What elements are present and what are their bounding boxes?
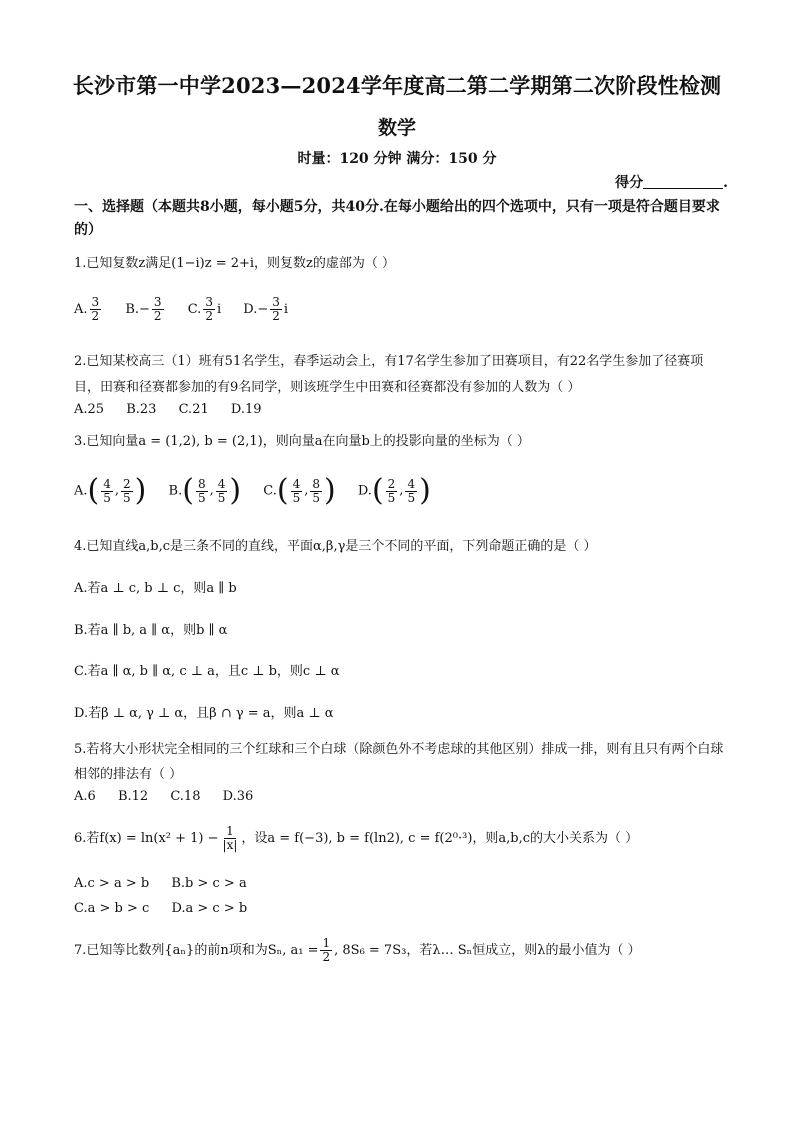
question-1: 1.已知复数z满足(1−i)z = 2+i，则复数z的虚部为（ ）: [74, 256, 396, 271]
option-label: B.: [168, 483, 183, 499]
question-7-fraction: [320, 937, 332, 964]
question-2: 2.已知某校高三（1）班有51名学生，春季运动会上，有17名学生参加了田赛项目，有22名学生参加了径赛项目，田赛和径赛都参加的有9名同学，则该班学生中田赛和径赛都没有参加的人数为（ ）: [74, 354, 704, 395]
option-suffix: i: [216, 302, 222, 317]
fraction-denominator: 2: [91, 309, 100, 323]
question-7-prefix: 7.已知等比数列{aₙ}的前n项和为Sₙ, a₁ =: [74, 943, 319, 958]
question-6-suffix: ，设a = f(−3), b = f(ln2), c = f(2⁰·³)，则a,b,c的大小关系为（ ）: [241, 831, 639, 846]
q5-option-d[interactable]: D.36: [222, 789, 254, 804]
q6-option-d[interactable]: D.a > c > b: [171, 901, 248, 916]
fraction-numerator: 4: [217, 476, 226, 491]
question-5: 5.若将大小形状完全相同的三个红球和三个白球（除颜色外不考虑球的其他区别）排成一排，则有且只有两个白球相邻的排法有（ ）: [74, 742, 724, 782]
fraction-denominator: 5: [123, 490, 131, 505]
score-label: 得分: [615, 175, 644, 191]
score-line: [615, 172, 728, 192]
fraction-numerator: 3: [91, 295, 100, 309]
fraction-denominator: 2: [272, 309, 280, 323]
q3-option-c[interactable]: [263, 473, 336, 508]
question-1-options: [74, 296, 724, 323]
coordinate-vector: ( $\frac{8}{5}$ , $\frac{4}{5}$ ): [182, 473, 242, 508]
fraction-denominator: 2: [205, 309, 213, 323]
coordinate-vector: ( $\frac{2}{5}$ , $\frac{4}{5}$ ): [371, 473, 431, 508]
fraction-numerator: 3: [153, 295, 162, 309]
fraction-numerator: 2: [387, 476, 396, 491]
q4-option-c[interactable]: C.若a ∥ α, b ∥ α, c ⊥ a，且c ⊥ b，则c ⊥ α: [74, 664, 340, 679]
question-7: [74, 934, 724, 968]
fraction-denominator: 5: [197, 490, 206, 505]
option-sign: −: [139, 302, 150, 317]
q4-option-a[interactable]: A.若a ⊥ c, b ⊥ c，则a ∥ b: [74, 581, 237, 596]
q2-option-b[interactable]: B.23: [126, 402, 157, 417]
q5-option-b[interactable]: B.12: [117, 789, 149, 804]
q2-option-a[interactable]: A.25: [74, 402, 105, 417]
question-6-options-row2: [74, 898, 724, 921]
fraction-denominator: 5: [312, 490, 320, 505]
subject-title: 数学: [377, 117, 416, 139]
option-sign: −: [257, 302, 269, 317]
coordinate-vector: ( $\frac{4}{5}$ , $\frac{8}{5}$ ): [276, 473, 336, 508]
fraction-numerator: 4: [103, 476, 111, 491]
exam-title: 长沙市第一中学2023—2024学年度高二第二学期第二次阶段性检测: [72, 73, 722, 98]
q2-option-c[interactable]: C.21: [178, 402, 209, 417]
option-label: C.: [187, 302, 202, 317]
fraction-denominator: 2: [322, 950, 331, 964]
q1-option-d[interactable]: [243, 296, 288, 323]
option-label: A.: [74, 302, 88, 317]
q5-option-c[interactable]: C.18: [170, 789, 201, 804]
option-fraction: [90, 296, 102, 323]
q4-option-d[interactable]: D.若β ⊥ α, γ ⊥ α，且β ∩ γ = a，则a ⊥ α: [74, 706, 334, 721]
fraction-numerator: 4: [407, 476, 416, 491]
question-7-suffix: , 8S₆ = 7S₃，若λ… Sₙ恒成立，则λ的最小值为（ ）: [334, 943, 641, 958]
question-5-options: [74, 786, 724, 809]
option-label: B.: [125, 302, 139, 317]
question-3-options: [74, 473, 724, 508]
fraction-numerator: 3: [205, 295, 213, 309]
question-6-fraction: [221, 825, 240, 852]
fraction-numerator: 1: [322, 936, 331, 950]
fraction-denominator: 5: [103, 490, 111, 505]
q3-option-a[interactable]: [74, 473, 147, 508]
score-suffix: .: [723, 175, 728, 191]
q3-option-d[interactable]: [357, 473, 431, 508]
question-2-options: [74, 399, 724, 422]
q4-option-b[interactable]: B.若a ∥ b, a ∥ α，则b ∥ α: [74, 623, 228, 638]
section-heading: 一、选择题（本题共8小题，每小题5分，共40分.在每小题给出的四个选项中，只有一项是符合题目要求的）: [74, 199, 720, 238]
fraction-numerator: 4: [292, 476, 301, 491]
q3-option-b[interactable]: [168, 473, 242, 508]
option-suffix: i: [283, 302, 289, 317]
q1-option-b[interactable]: [125, 296, 165, 323]
q5-option-a[interactable]: A.6: [74, 789, 96, 804]
option-fraction: [152, 296, 164, 323]
question-4: 4.已知直线a,b,c是三条不同的直线，平面α,β,γ是三个不同的平面，下列命题正确的是（ ）: [74, 539, 597, 554]
fraction-numerator: 8: [197, 476, 206, 491]
q1-option-a[interactable]: [74, 296, 103, 323]
fraction-denominator: 5: [387, 490, 396, 505]
option-label: A.: [74, 483, 88, 499]
option-fraction: [203, 296, 215, 323]
q2-option-d[interactable]: D.19: [230, 402, 262, 417]
fraction-denominator: 5: [407, 490, 416, 505]
option-label: C.: [263, 483, 277, 499]
option-label: D.: [243, 302, 258, 317]
fraction-numerator: 3: [272, 295, 280, 309]
question-6: [74, 822, 724, 856]
fraction-numerator: 8: [312, 476, 320, 491]
q1-option-c[interactable]: [188, 296, 221, 323]
score-blank[interactable]: [643, 174, 723, 189]
q6-option-a[interactable]: A.c > a > b: [74, 876, 150, 891]
option-fraction: [270, 296, 282, 323]
question-6-options-row1: [74, 873, 724, 896]
question-3: 3.已知向量a = (1,2), b = (2,1)，则向量a在向量b上的投影向量的坐标为（ ）: [74, 434, 530, 449]
fraction-denominator: |x|: [222, 838, 238, 852]
fraction-denominator: 5: [217, 490, 226, 505]
question-6-prefix: 6.若f(x) = ln(x² + 1) −: [74, 831, 219, 846]
option-label: D.: [357, 483, 372, 499]
fraction-denominator: 2: [153, 309, 162, 323]
q6-option-c[interactable]: C.a > b > c: [74, 901, 150, 916]
fraction-numerator: 1: [226, 824, 234, 838]
fraction-numerator: 2: [123, 476, 131, 491]
fraction-denominator: 5: [292, 490, 301, 505]
coordinate-vector: ( $\frac{4}{5}$ , $\frac{2}{5}$ ): [87, 473, 147, 508]
exam-meta: 时量：120 分钟 满分：150 分: [297, 151, 497, 167]
q6-option-b[interactable]: B.b > c > a: [171, 876, 247, 891]
